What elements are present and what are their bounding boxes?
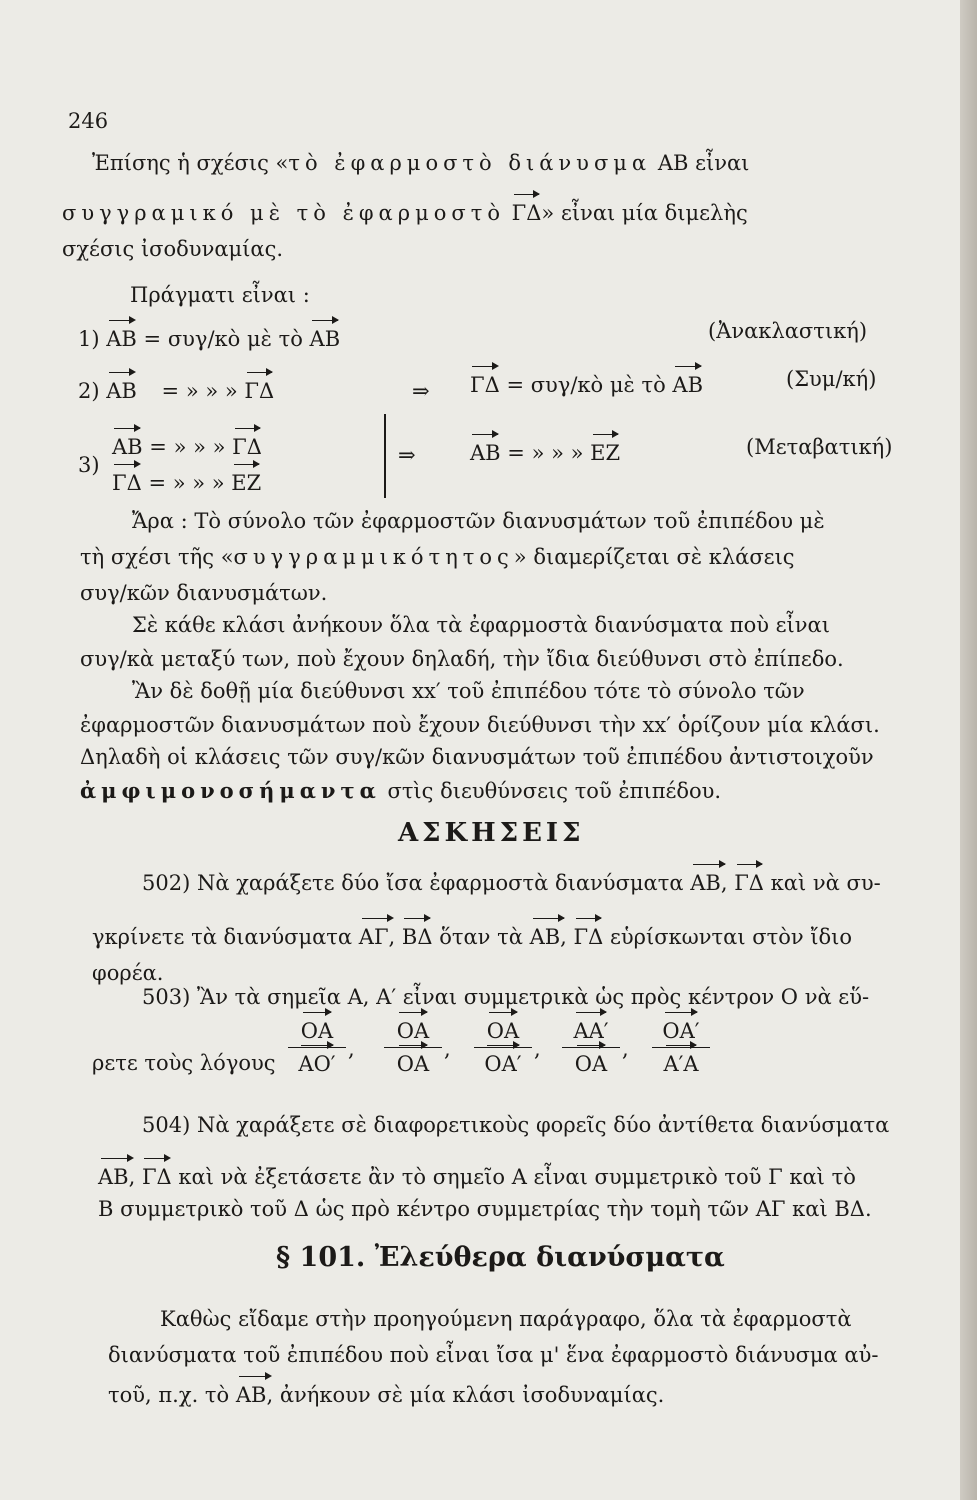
book-spine-shadow	[960, 0, 977, 1500]
relation-reflexive	[78, 326, 340, 352]
paragraph-1-line-2	[62, 200, 748, 226]
vector-label: ΑΒ	[470, 441, 501, 465]
fraction-numerator: ΟΑ	[486, 1019, 520, 1043]
text: 502) Νὰ χαράξετε δύο ἴσα ἐφαρμοστὰ διανύσματα	[142, 871, 684, 895]
text: » διαμερίζεται σὲ κλάσεις	[513, 545, 795, 569]
text: = » » »	[149, 435, 226, 459]
fraction-denominator: Α′Α	[663, 1052, 699, 1076]
vector-label: ΑΒ	[106, 379, 137, 403]
text: = συγ/κὸ μὲ τὸ	[143, 327, 303, 351]
text: καὶ νὰ συ-	[770, 871, 881, 895]
exercise-502-line-1	[142, 870, 881, 896]
text: τοῦ, π.χ. τὸ	[108, 1383, 230, 1407]
text: εἶναι	[695, 151, 750, 175]
ratio-fraction	[384, 1018, 442, 1077]
text: = συγ/κὸ μὲ τὸ	[506, 373, 666, 397]
vector-label: ΑΒ,	[235, 1383, 274, 1407]
ratio-fraction	[562, 1018, 620, 1077]
exercises-heading: ΑΣΚΗΣΕΙΣ	[398, 818, 585, 848]
pragmati-line: Πράγματι εἶναι :	[130, 283, 310, 307]
fraction-bar	[562, 1047, 620, 1048]
text: εὑρίσκωνται στὸν ἴδιο	[609, 925, 853, 949]
exercise-504-line-2	[98, 1164, 856, 1190]
ratio-fraction	[288, 1018, 346, 1077]
text: ἀνήκουν σὲ μία κλάσι ἰσοδυναμίας.	[279, 1383, 665, 1407]
brace-line	[384, 414, 386, 498]
spaced-text: τὸ ἐφαρμοστὸ διάνυσμα	[288, 151, 652, 175]
paragraph-2-line-1: Ἄρα : Τὸ σύνολο τῶν ἐφαρμοστῶν διανυσμάτων τοῦ ἐπιπέδου μὲ	[132, 509, 825, 533]
text: ΑΒ	[657, 151, 689, 175]
paragraph-3-line-4: ἐφαρμοστῶν διανυσμάτων ποὺ ἔχουν διεύθυνσι τὴν xx′ ὁρίζουν μία κλάσι.	[80, 713, 880, 737]
fraction-separator: ,	[348, 1037, 355, 1061]
text: » εἶναι μία διμελὴς	[541, 201, 748, 225]
paragraph-1-line-1	[92, 150, 749, 176]
fraction-separator: ,	[622, 1037, 629, 1061]
fraction-denominator: ΟΑ	[396, 1052, 430, 1076]
implies-symbol: ⇒	[412, 379, 430, 403]
item-number: 3)	[78, 453, 100, 477]
exercise-504-line-1: 504) Νὰ χαράξετε σὲ διαφορετικοὺς φορεῖς δύο ἀντίθετα διανύσματα	[142, 1113, 890, 1137]
exercise-504-line-3: Β συμμετρικὸ τοῦ Δ ὡς πρὸ κέντρο συμμετρίας τὴν τομὴ τῶν ΑΓ καὶ ΒΔ.	[98, 1197, 872, 1221]
text: τὴ σχέσι τῆς «	[80, 545, 234, 569]
paragraph-2-line-3: συγ/κῶν διανυσμάτων.	[80, 581, 328, 605]
paragraph-2-line-2	[80, 544, 795, 570]
text: καὶ νὰ ἐξετάσετε ἂν τὸ σημεῖο Α εἶναι συμμετρικὸ τοῦ Γ καὶ τὸ	[178, 1165, 856, 1189]
section-title: 101. Ἐλεύθερα διανύσματα	[299, 1242, 725, 1273]
vector-label: ΓΔ	[112, 471, 142, 495]
text: = » » »	[161, 379, 238, 403]
relation-name-transitive: (Μεταβατική)	[746, 435, 893, 459]
vector-label: ΑΒ	[106, 327, 137, 351]
fraction-separator: ,	[534, 1037, 541, 1061]
vector-label: ΒΔ	[401, 925, 433, 949]
vector-label: ΓΔ	[573, 925, 604, 949]
vector-label: ΑΒ	[309, 327, 341, 351]
vector-label: ΓΔ	[734, 871, 764, 895]
fraction-denominator: ΑΟ′	[298, 1052, 336, 1076]
text: στὶς διευθύνσεις τοῦ ἐπιπέδου.	[387, 779, 722, 803]
vector-label: ΓΔ	[470, 373, 500, 397]
text: = » » »	[507, 441, 584, 465]
fraction-denominator: ΟΑ′	[484, 1052, 522, 1076]
text: γκρίνετε τὰ διανύσματα	[92, 925, 353, 949]
spaced-text: συγγραμμικότητος	[233, 545, 514, 569]
relation-symmetric-result	[470, 372, 703, 398]
section-sign: §	[276, 1242, 291, 1273]
paragraph-3-line-1: Σὲ κάθε κλάσι ἀνήκουν ὅλα τὰ ἐφαρμοστὰ διανύσματα ποὺ εἶναι	[132, 613, 830, 637]
transitive-premise-2	[112, 470, 261, 496]
transitive-result	[470, 440, 620, 466]
vector-label: ΑΓ,	[358, 925, 396, 949]
text: Ἐπίσης ἡ σχέσις «	[92, 151, 289, 175]
exercise-502-line-3: φορέα.	[92, 961, 164, 985]
fraction-bar	[288, 1047, 346, 1048]
vector-label: ΑΒ,	[529, 925, 567, 949]
paragraph-3-line-5: Δηλαδὴ οἱ κλάσεις τῶν συγ/κῶν διανυσμάτων τοῦ ἐπιπέδου ἀντιστοιχοῦν	[80, 745, 874, 769]
ratio-fraction	[474, 1018, 532, 1077]
exercise-502-line-2	[92, 924, 852, 950]
vector-label: ΑΒ	[112, 435, 143, 459]
item-number: 2)	[78, 379, 100, 403]
spaced-text: ἀμφιμονοσήμαντα	[80, 778, 381, 803]
vector-label: ΕΖ	[231, 471, 262, 495]
fraction-bar	[652, 1047, 710, 1048]
implies-symbol: ⇒	[398, 443, 416, 467]
relation-symmetric	[78, 378, 274, 404]
paragraph-3-line-2: συγ/κὰ μεταξύ των, ποὺ ἔχουν δηλαδή, τὴν ἴδια διεύθυνσι στὸ ἐπίπεδο.	[80, 647, 844, 671]
paragraph-4-line-1: Καθὼς εἴδαμε στὴν προηγούμενη παράγραφο, ὅλα τὰ ἐφαρμοστὰ	[160, 1307, 852, 1331]
vector-label: ΓΔ	[141, 1165, 172, 1189]
text: = » » »	[148, 471, 225, 495]
paragraph-3-line-6	[80, 778, 721, 804]
fraction-bar	[474, 1047, 532, 1048]
paragraph-3-line-3: Ἂν δὲ δοθῇ μία διεύθυνσι xx′ τοῦ ἐπιπέδου τότε τὸ σύνολο τῶν	[132, 679, 805, 703]
fraction-bar	[384, 1047, 442, 1048]
relation-name-symmetric: (Συμ/κή)	[786, 367, 877, 391]
paragraph-1-line-3: σχέσις ἰσοδυναμίας.	[62, 237, 284, 261]
vector-label: ΕΖ	[590, 441, 621, 465]
page-number: 246	[68, 109, 109, 133]
vector-label: ΑΒ	[672, 373, 704, 397]
paragraph-4-line-2: διανύσματα τοῦ ἐπιπέδου ποὺ εἶναι ἴσα μ' ἕνα ἐφαρμοστὸ διάνυσμα αὐ-	[108, 1343, 879, 1367]
vector-label: ΓΔ	[511, 201, 542, 225]
vector-label: ΓΔ	[232, 435, 262, 459]
fraction-numerator: ΟΑ′	[662, 1019, 700, 1043]
vector-label: ΑΒ,	[690, 871, 728, 895]
exercise-503-line-2: ρετε τοὺς λόγους	[92, 1051, 276, 1075]
vector-label: ΓΔ	[244, 379, 275, 403]
paragraph-4-line-3	[108, 1382, 664, 1408]
vector-label: ΑΒ,	[98, 1165, 136, 1189]
fraction-numerator: ΟΑ	[300, 1019, 334, 1043]
section-heading	[276, 1242, 725, 1273]
spaced-text: συγγραμικό μὲ τὸ ἐφαρμοστὸ	[62, 201, 505, 225]
fraction-numerator: ΟΑ	[396, 1019, 430, 1043]
fraction-denominator: ΟΑ	[574, 1052, 608, 1076]
relation-name-reflexive: (Ἀνακλαστική)	[708, 319, 868, 343]
fraction-separator: ,	[444, 1037, 451, 1061]
text: ὅταν τὰ	[439, 925, 523, 949]
item-number: 1)	[78, 327, 100, 351]
fraction-numerator: ΑΑ′	[573, 1019, 609, 1043]
transitive-premise-1	[112, 434, 262, 460]
exercise-503-line-1: 503) Ἂν τὰ σημεῖα Α, Α′ εἶναι συμμετρικὰ ὡς πρὸς κέντρον Ο νὰ εὕ-	[142, 985, 870, 1009]
ratio-fraction	[652, 1018, 710, 1077]
